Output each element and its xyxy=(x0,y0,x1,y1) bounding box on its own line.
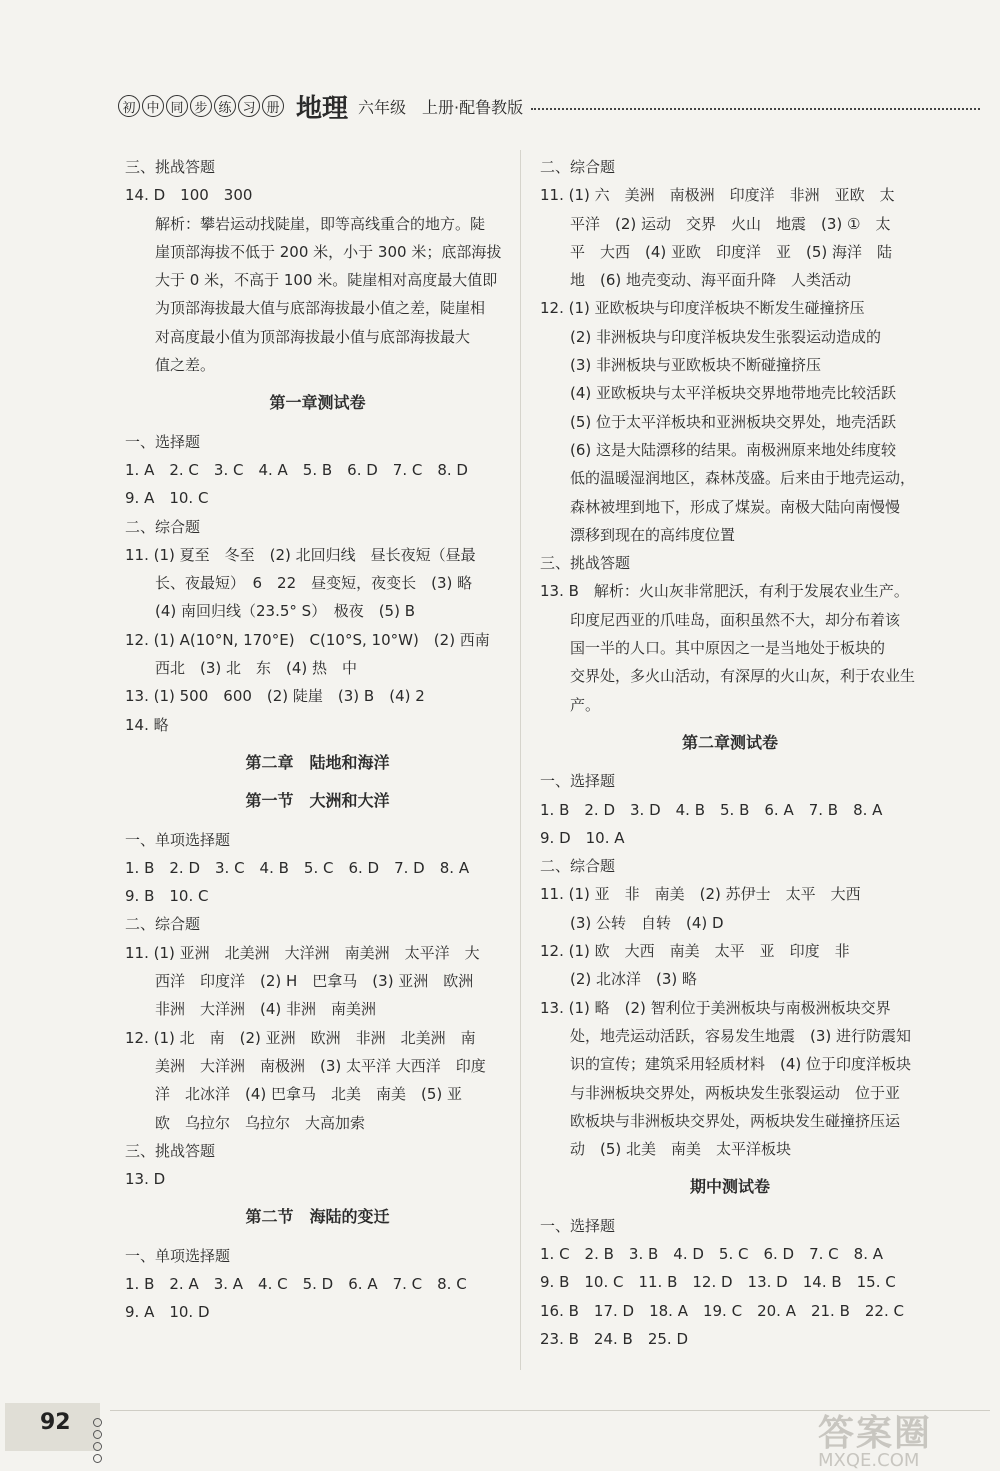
section-heading: 第一章测试卷 xyxy=(269,393,366,413)
answer-line: 12. (1) 欧 大西 南美 太平 亚 印度 非 xyxy=(540,942,850,961)
answer-line: 1. B 2. A 3. A 4. C 5. D 6. A 7. C 8. C xyxy=(125,1274,467,1293)
answer-line: 洋 北冰洋 (4) 巴拿马 北美 南美 (5) 亚 xyxy=(155,1085,463,1104)
answer-line: 平 大西 (4) 亚欧 印度洋 亚 (5) 海洋 陆 xyxy=(570,242,893,261)
column-divider xyxy=(520,150,521,1370)
answer-line: 9. B 10. C xyxy=(125,887,209,906)
answer-line: 印度尼西亚的爪哇岛，面积虽然不大，却分布着该 xyxy=(570,610,901,629)
answer-line: 非洲 大洋洲 (4) 非洲 南美洲 xyxy=(155,1000,377,1019)
section-heading: 期中测试卷 xyxy=(689,1177,770,1197)
answer-line: 一、选择题 xyxy=(540,1216,616,1235)
left-column xyxy=(125,153,510,1327)
answer-line: 11. (1) 六 美洲 南极洲 印度洋 非洲 亚欧 太 xyxy=(540,186,895,205)
answer-line: 崖顶部海拔不低于 200 米，小于 300 米；底部海拔 xyxy=(155,242,502,261)
answer-line: 二、综合题 xyxy=(125,517,201,536)
answer-line: 欧 乌拉尔 乌拉尔 大高加索 xyxy=(155,1113,366,1132)
answer-line: 9. D 10. A xyxy=(540,828,625,847)
answer-line: 11. (1) 夏至 冬至 (2) 北回归线 昼长夜短（昼最 xyxy=(125,545,476,564)
answer-line: 9. A 10. C xyxy=(125,489,209,508)
answer-line: 欧板块与非洲板块交界处，两板块发生碰撞挤压运 xyxy=(570,1111,901,1130)
answer-line: 1. C 2. B 3. B 4. D 5. C 6. D 7. C 8. A xyxy=(540,1244,884,1263)
answer-line: 9. B 10. C 11. B 12. D 13. D 14. B 15. C xyxy=(540,1273,896,1292)
answer-line: 13. D xyxy=(125,1170,166,1189)
answer-line: 14. 略 xyxy=(125,715,169,734)
watermark-logo-url: MXQE.COM xyxy=(818,1450,920,1471)
series-char: 中 xyxy=(142,95,164,117)
subject-title: 地理 xyxy=(296,93,349,124)
grade-label: 六年级 xyxy=(358,97,407,117)
watermark-logo xyxy=(818,1405,993,1471)
answer-line: 三、挑战答题 xyxy=(125,1141,216,1160)
answer-line: 平洋 (2) 运动 交界 火山 地震 (3) ① 太 xyxy=(570,214,891,233)
answer-line: 二、综合题 xyxy=(540,857,616,876)
answer-line: (6) 这是大陆漂移的结果。南极洲原来地处纬度较 xyxy=(570,440,897,459)
section-heading: 第二节 海陆的变迁 xyxy=(245,1207,390,1227)
answer-line: 西北 (3) 北 东 (4) 热 中 xyxy=(155,659,358,678)
series-char: 习 xyxy=(238,95,260,117)
answer-line: 三、挑战答题 xyxy=(540,554,631,573)
answer-line: 产。 xyxy=(570,695,601,714)
answer-line: (3) 公转 自转 (4) D xyxy=(570,913,724,932)
answer-line: 23. B 24. B 25. D xyxy=(540,1329,689,1348)
answer-line: 一、选择题 xyxy=(540,772,616,791)
answer-line: 处，地壳运动活跃，容易发生地震 (3) 进行防震知 xyxy=(570,1026,912,1045)
answer-line: (4) 南回归线（23.5° S） 极夜 (5) B xyxy=(155,602,416,621)
answer-line: 一、选择题 xyxy=(125,432,201,451)
section-heading: 第二章 陆地和海洋 xyxy=(245,752,390,772)
watermark-logo-text: 答案圈 xyxy=(818,1413,933,1454)
answer-line: (2) 非洲板块与印度洋板块发生张裂运动造成的 xyxy=(570,327,882,346)
answer-line: 西洋 印度洋 (2) H 巴拿马 (3) 亚洲 欧洲 xyxy=(155,972,474,991)
answer-line: 识的宣传；建筑采用轻质材料 (4) 位于印度洋板块 xyxy=(570,1055,912,1074)
answer-line: 11. (1) 亚洲 北美洲 大洋洲 南美洲 太平洋 大 xyxy=(125,943,480,962)
answer-line: 大于 0 米，不高于 100 米。陡崖相对高度最大值即 xyxy=(155,271,498,290)
answer-line: 值之差。 xyxy=(155,356,216,375)
answer-line: 与非洲板块交界处，两板块发生张裂运动 位于亚 xyxy=(570,1083,901,1102)
series-char: 同 xyxy=(166,95,188,117)
answer-line: 对高度最小值为顶部海拔最小值与底部海拔最大 xyxy=(155,327,471,346)
answer-line: 1. B 2. D 3. C 4. B 5. C 6. D 7. D 8. A xyxy=(125,858,470,877)
answer-line: 12. (1) 北 南 (2) 亚洲 欧洲 非洲 北美洲 南 xyxy=(125,1028,476,1047)
answer-line: 为顶部海拔最大值与底部海拔最小值之差，陡崖相 xyxy=(155,299,486,318)
answer-line: 长、夜最短） 6 22 昼变短，夜变长 (3) 略 xyxy=(155,574,473,593)
answer-line: 解析：攀岩运动找陡崖，即等高线重合的地方。陡 xyxy=(155,214,486,233)
answer-line: 二、综合题 xyxy=(125,915,201,934)
series-title xyxy=(118,95,284,117)
answer-line: 三、挑战答题 xyxy=(125,158,216,176)
page-header xyxy=(118,88,988,124)
answer-line: 1. A 2. C 3. C 4. A 5. B 6. D 7. C 8. D xyxy=(125,460,468,479)
answer-line: 一、单项选择题 xyxy=(125,830,231,849)
answer-line: (4) 亚欧板块与太平洋板块交界地带地壳比较活跃 xyxy=(570,384,897,403)
answer-line: 动 (5) 北美 南美 太平洋板块 xyxy=(570,1140,792,1159)
answer-line: 漂移到现在的高纬度位置 xyxy=(570,525,736,544)
answer-line: 国一半的人口。其中原因之一是当地处于板块的 xyxy=(570,639,886,658)
answer-line: 低的温暖湿润地区，森林茂盛。后来由于地壳运动， xyxy=(570,469,916,488)
footer-circles xyxy=(93,1418,102,1463)
answer-line: 美洲 大洋洲 南极洲 (3) 太平洋 大西洋 印度 xyxy=(155,1056,486,1075)
answer-line: 13. (1) 500 600 (2) 陡崖 (3) B (4) 2 xyxy=(125,687,425,706)
answer-line: 12. (1) 亚欧板块与印度洋板块不断发生碰撞挤压 xyxy=(540,299,865,318)
answer-line: 11. (1) 亚 非 南美 (2) 苏伊士 太平 大西 xyxy=(540,885,861,904)
edition-label: 上册·配鲁教版 xyxy=(422,97,524,117)
answer-line: 交界处，多火山活动，有深厚的火山灰，利于农业生 xyxy=(570,667,916,686)
answer-line: 一、单项选择题 xyxy=(125,1246,231,1265)
answer-line: 16. B 17. D 18. A 19. C 20. A 21. B 22. C xyxy=(540,1301,904,1320)
answer-line: 二、综合题 xyxy=(540,158,616,176)
series-char: 初 xyxy=(118,95,140,117)
answer-line: 9. A 10. D xyxy=(125,1303,210,1322)
section-heading: 第一节 大洲和大洋 xyxy=(245,791,390,811)
header-dotted-rule xyxy=(531,96,980,110)
right-column xyxy=(540,153,920,1353)
page-number: 92 xyxy=(40,1410,71,1435)
answer-line: 13. B 解析：火山灰非常肥沃，有利于发展农业生产。 xyxy=(540,582,909,601)
answer-line: 12. (1) A(10°N, 170°E) C(10°S, 10°W) (2) 西南 xyxy=(125,630,490,649)
series-char: 册 xyxy=(262,95,284,117)
answer-line: (5) 位于太平洋板块和亚洲板块交界处，地壳活跃 xyxy=(570,412,897,431)
answer-line: 森林被埋到地下，形成了煤炭。南极大陆向南慢慢 xyxy=(570,497,901,516)
series-char: 步 xyxy=(190,95,212,117)
answer-line: (2) 北冰洋 (3) 略 xyxy=(570,970,698,989)
answer-line: 地 (6) 地壳变动、海平面升降 人类活动 xyxy=(570,271,852,290)
series-char: 练 xyxy=(214,95,236,117)
answer-line: 1. B 2. D 3. D 4. B 5. B 6. A 7. B 8. A xyxy=(540,800,883,819)
answer-line: 14. D 100 300 xyxy=(125,186,253,205)
answer-line: 13. (1) 略 (2) 智利位于美洲板块与南极洲板块交界 xyxy=(540,998,891,1017)
answer-line: (3) 非洲板块与亚欧板块不断碰撞挤压 xyxy=(570,356,822,375)
section-heading: 第二章测试卷 xyxy=(681,732,778,752)
